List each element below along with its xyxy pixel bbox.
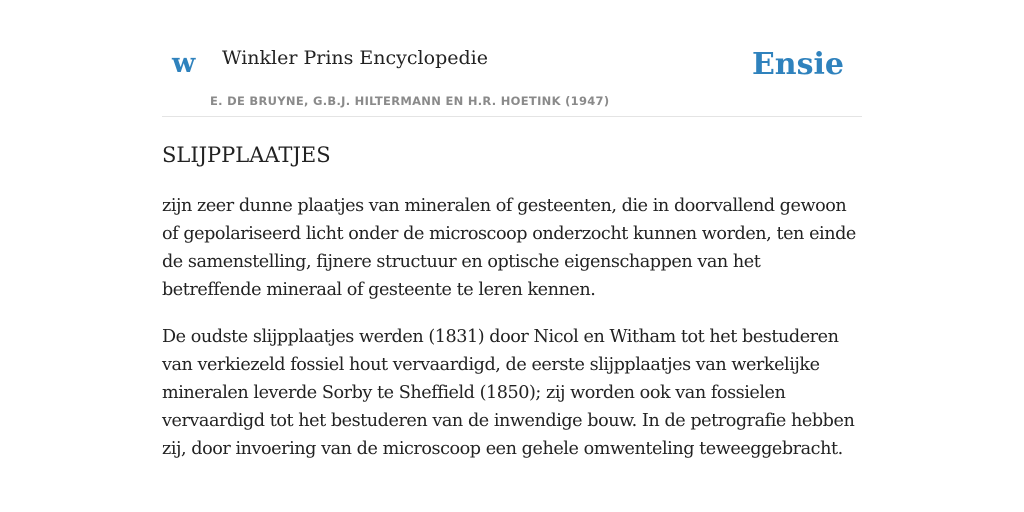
article-paragraph: De oudste slijpplaatjes werden (1831) door Nicol en Witham tot het bestuderen van verkiezeld fossiel hout vervaardigd, de eerste slijpplaatjes van werkelijke mineralen leverde Sorby te Sheffield (1850); zij worden ook van fossielen vervaardigd tot het bestuderen van de inwendige bouw. In de petrografie hebben zij, door invoering van de microscoop een gehele omwenteling teweeggebracht. bbox=[162, 327, 855, 459]
article-body bbox=[162, 192, 862, 482]
ensie-brand-link[interactable]: Ensie bbox=[751, 47, 844, 82]
encyclopedia-header bbox=[162, 0, 862, 117]
encyclopedia-authors: E. DE BRUYNE, G.B.J. HILTERMANN EN H.R. HOETINK (1947) bbox=[210, 94, 610, 108]
winkler-prins-logo-icon[interactable]: w bbox=[172, 48, 196, 79]
article-paragraph: zijn zeer dunne plaatjes van mineralen of gesteenten, die in doorvallend gewoon of gepolariseerd licht onder de microscoop onderzocht kunnen worden, ten einde de samenstelling, fijnere structuur en optische eigenschappen van het betreffende mineraal of gesteente te leren kennen. bbox=[162, 196, 856, 300]
encyclopedia-title[interactable]: Winkler Prins Encyclopedie bbox=[222, 47, 488, 69]
article-headword: SLIJPPLAATJES bbox=[162, 143, 331, 167]
